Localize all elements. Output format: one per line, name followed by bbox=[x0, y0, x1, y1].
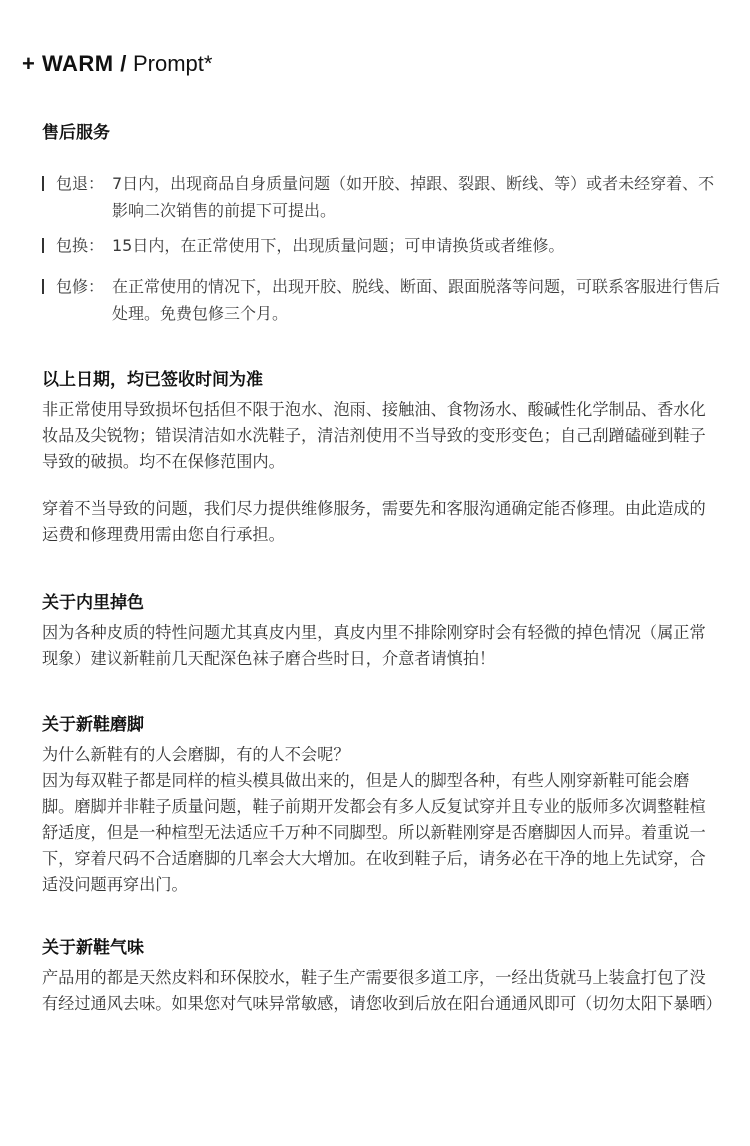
after-sales-heading: 售后服务 bbox=[42, 123, 110, 143]
brand-name: + WARM / bbox=[22, 51, 127, 76]
policy-label: 包修： bbox=[56, 277, 105, 296]
receipt-heading: 以上日期，均已签收时间为准 bbox=[42, 370, 263, 390]
receipt-paragraph-1: 非正常使用导致损坏包括但不限于泡水、泡雨、接触油、食物汤水、酸碱性化学制品、香水化妆品及尖锐物；错误清洁如水洗鞋子，清洁剂使用不当导致的变形变色；自己刮蹭磕碰到鞋子导致的破损。均不在保修范围内。 bbox=[42, 400, 706, 471]
policy-repair bbox=[42, 273, 722, 327]
policy-bar bbox=[42, 279, 44, 294]
brand-logo bbox=[22, 49, 212, 79]
policy-exchange bbox=[42, 232, 722, 259]
rubbing-paragraph: 因为每双鞋子都是同样的楦头模具做出来的，但是人的脚型各种，有些人刚穿新鞋可能会磨脚。磨脚并非鞋子质量问题，鞋子前期开发都会有多人反复试穿并且专业的版师多次调整鞋楦舒适度，但是一种楦型无法适应千万种不同脚型。所以新鞋刚穿是否磨脚因人而异。着重说一下，穿着尺码不合适磨脚的几率会大大增加。在收到鞋子后，请务必在干净的地上先试穿，合适没问题再穿出门。 bbox=[42, 771, 706, 894]
policy-bar bbox=[42, 238, 44, 253]
policy-bar bbox=[42, 176, 44, 191]
odor-heading: 关于新鞋气味 bbox=[42, 938, 144, 958]
rubbing-heading: 关于新鞋磨脚 bbox=[42, 715, 144, 735]
lining-heading: 关于内里掉色 bbox=[42, 593, 144, 613]
policy-text: 在正常使用的情况下，出现开胶、脱线、断面、跟面脱落等问题，可联系客服进行售后处理。免费包修三个月。 bbox=[112, 277, 721, 323]
brand-subtitle: Prompt* bbox=[132, 51, 213, 76]
policy-label: 包退： bbox=[56, 174, 105, 193]
odor-paragraph: 产品用的都是天然皮料和环保胶水，鞋子生产需要很多道工序，一经出货就马上装盒打包了没有经过通风去味。如果您对气味异常敏感，请您收到后放在阳台通通风即可（切勿太阳下暴晒） bbox=[42, 968, 722, 1013]
policy-text: 15日内，在正常使用下，出现质量问题；可申请换货或者维修。 bbox=[112, 236, 565, 255]
rubbing-question: 为什么新鞋有的人会磨脚，有的人不会呢？ bbox=[42, 745, 350, 764]
policy-return bbox=[42, 170, 722, 224]
policy-label: 包换： bbox=[56, 236, 105, 255]
lining-paragraph: 因为各种皮质的特性问题尤其真皮内里，真皮内里不排除刚穿时会有轻微的掉色情况（属正常现象）建议新鞋前几天配深色袜子磨合些时日，介意者请慎拍！ bbox=[42, 623, 706, 668]
receipt-paragraph-2: 穿着不当导致的问题，我们尽力提供维修服务，需要先和客服沟通确定能否修理。由此造成的运费和修理费用需由您自行承担。 bbox=[42, 499, 706, 544]
policy-text: 7日内，出现商品自身质量问题（如开胶、掉跟、裂跟、断线、等）或者未经穿着、不影响二次销售的前提下可提出。 bbox=[112, 174, 715, 220]
